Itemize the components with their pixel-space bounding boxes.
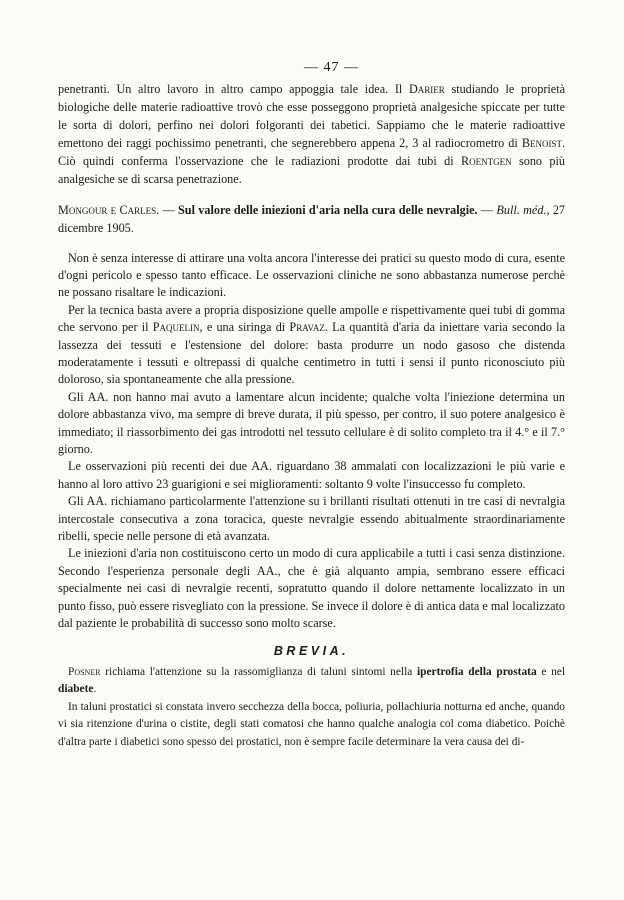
article-body bbox=[58, 250, 565, 633]
paragraph: Le iniezioni d'aria non costituiscono certo un modo di cura applicabile a tutti i casi senza distinzione. Secondo l'esperienza personale degli AA., che è già alquanto ampia, sembrano essere efficaci specialmente nei casi di nevralgie recenti, sopratutto quando il dolore nettamente localizzato in un punto fisso, può essere risvegliato con la pressione. Se invece il dolore è di antica data e mal localizzato dal paziente le probabilità di successo sono molto scarse. bbox=[58, 546, 565, 631]
brevia-body bbox=[58, 664, 565, 752]
name-darier: Darier bbox=[408, 82, 445, 96]
article-heading: Mongour e Carles. — Sul valore delle iniezioni d'aria nella cura delle nevralgie. — Bull. méd., 27 dicembre 1905. bbox=[58, 202, 566, 236]
paragraph: Posner richiama l'attenzione su la rassomiglianza di taluni sintomi nella ipertrofia della prostata e nel diabete. bbox=[58, 665, 565, 695]
article-date: , 27 dicembre 1905. bbox=[58, 202, 566, 236]
paragraph: Gli AA. non hanno mai avuto a lamentare alcun incidente; qualche volta l'iniezione determina un dolore abbastanza vivo, ma sempre di breve durata, il più spesso, per contro, il suo potere analgesico è immediato; il riassorbimento dei gas introdotti nel tessuto cellulare è di solito completo tra il 4.° e il 7.° giorno. bbox=[58, 389, 565, 457]
paragraph: Non è senza interesse di attirare una volta ancora l'interesse dei pratici su questo modo di cura, esente d'ogni pericolo e spesso tanto efficace. Le osservazioni cliniche ne sono abbastanza numerose perchè ne possano risaltare le indicazioni. bbox=[58, 250, 565, 300]
article-title: Sul valore delle iniezioni d'aria nella cura delle nevralgie. bbox=[178, 202, 478, 217]
page-number: — 47 — bbox=[304, 60, 359, 75]
article-journal: Bull. méd. bbox=[496, 202, 547, 217]
paragraph: In taluni prostatici si constata invero secchezza della bocca, poliuria, pollachiuria notturna ed anche, quando vi sia ritenzione d'urina o cistite, degli stati comatosi che hanno qualche analogia col coma diabetico. Poichè d'altra parte i diabetici sono spesso dei prostatici, non è sempre facile determinare la vera causa dei di- bbox=[58, 700, 565, 748]
continued-paragraph: penetranti. Un altro lavoro in altro campo appoggia tale idea. Il Darier studiando le proprietà biologiche delle materie radioattive trovò che esse posseggono proprietà analgesiche spiccate per tutte le sorta di dolori, perfino nei dolori folgoranti dei tabetici. Sappiamo che le materie radioattive emettono dei raggi pochissimo penetranti, che segnerebbero appena 2, 3 al radiocrometro di Benoist. Ciò quindi conferma l'osservazione che le radiazioni prodotte dai tubi di Roentgen sono più analgesiche se di scarsa penetrazione. bbox=[58, 82, 565, 187]
paragraph: Per la tecnica basta avere a propria disposizione quelle ampolle e rispettivamente quei tubi di gomma che servono per il Paquelin, e una siringa di Pravaz. La quantità d'aria da iniettare varia secondo la lassezza dei tessuti e l'estensione del dolore: basta produrre un nodo gasoso che distenda moderatamente i tessuti e oltrepassi di qualche centimetro in tutti i sensi il punto riconosciuto più doloroso, sia spontaneamente che alla pressione. bbox=[58, 302, 565, 387]
section-heading-brevia: BREVIA. bbox=[273, 643, 350, 658]
name-roentgen: Roentgen bbox=[460, 154, 512, 169]
page bbox=[58, 60, 565, 751]
article-authors: Mongour e Carles. bbox=[58, 202, 160, 217]
paragraph: Gli AA. richiamano particolarmente l'attenzione su i brillanti risultati ottenuti in tre casi di nevralgia intercostale consecutiva a zona toracica, queste nevralgie essendo abitualmente straordinariamente ribelli, specie nelle persone di età avanzata. bbox=[58, 494, 565, 544]
name-benoist: Benoist bbox=[521, 136, 562, 151]
paragraph: Le osservazioni più recenti dei due AA. riguardano 38 ammalati con localizzazioni le più varie e hanno al loro attivo 23 guarigioni e sei miglioramenti: soltanto 9 volte l'insuccesso fu completo. bbox=[58, 459, 565, 491]
